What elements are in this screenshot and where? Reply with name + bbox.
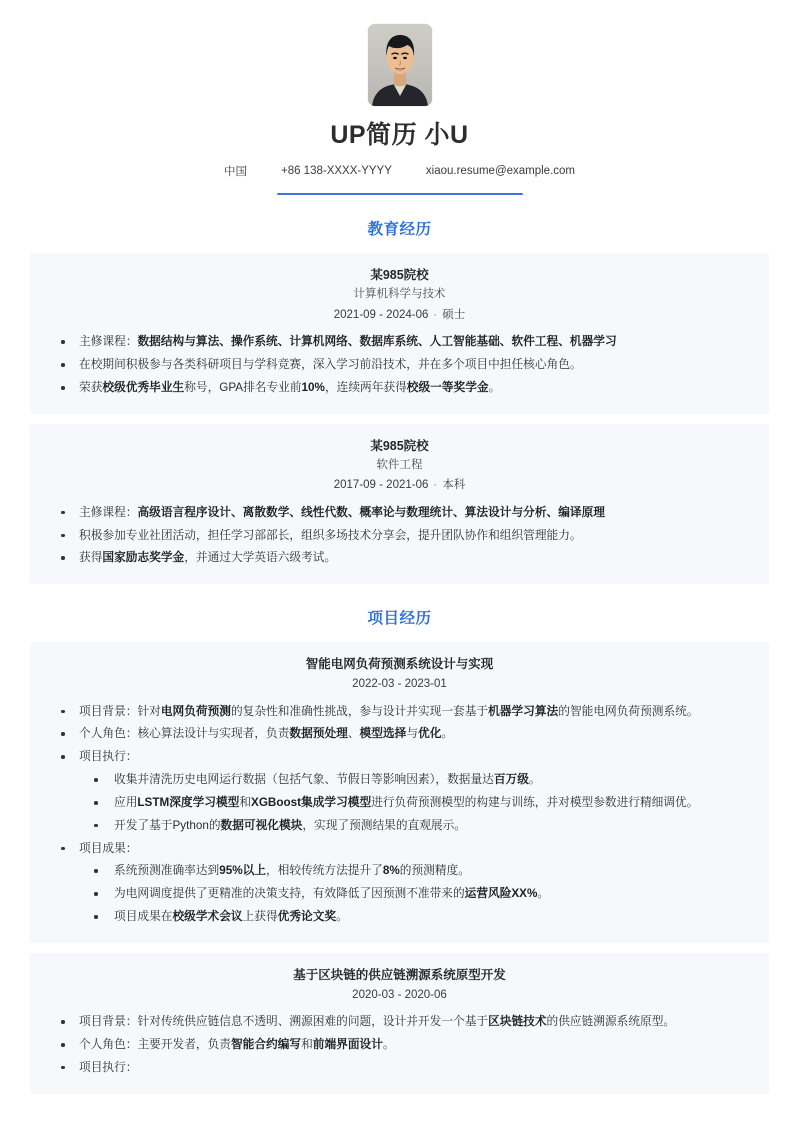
bullet-text: 项目成果： xyxy=(79,841,138,855)
bullet-text: 在校期间积极参与各类科研项目与学科竞赛，深入学习前沿技术，并在多个项目中担任核心角色。 xyxy=(79,358,582,372)
bullet-item xyxy=(48,1011,751,1034)
section-title-projects: 项目经历 xyxy=(367,610,432,628)
bullet-text: 荣获校级优秀毕业生称号，GPA排名专业前10%，连续两年获得校级一等奖学金。 xyxy=(79,381,501,394)
entry-organization: 某985院校 xyxy=(370,268,429,283)
entry-card xyxy=(30,253,769,413)
sub-bullet-item xyxy=(79,769,751,792)
entry-date-range: 2021-09 - 2024-06 xyxy=(333,308,429,321)
bullet-item xyxy=(48,331,751,354)
bullet-item xyxy=(48,547,751,570)
entry-date-range: 2022-03 - 2023-01 xyxy=(352,677,447,690)
entry-meta xyxy=(48,475,751,496)
header-divider xyxy=(277,193,523,195)
bullet-item xyxy=(48,502,751,525)
bullet-item xyxy=(48,723,751,746)
bullet-text: 积极参加专业社团活动，担任学习部部长，组织多场技术分享会，提升团队协作和组织管理能力。 xyxy=(79,528,582,542)
entry-major: 计算机科学与技术 xyxy=(353,288,446,301)
entry-date-range: 2017-09 - 2021-06 xyxy=(333,479,429,492)
sub-bullet-text: 应用LSTM深度学习模型和XGBoost集成学习模型进行负荷预测模型的构建与训练，并对模型参数进行精细调优。 xyxy=(114,795,699,809)
sub-bullet-list xyxy=(79,769,751,837)
entry-header xyxy=(48,266,751,325)
entry-organization: 基于区块链的供应链溯源系统原型开发 xyxy=(293,967,506,982)
contact-row xyxy=(30,163,769,179)
bullet-item xyxy=(48,1034,751,1057)
sub-bullet-list xyxy=(79,860,751,928)
bullet-text: 项目执行： xyxy=(79,1060,138,1074)
entry-meta xyxy=(48,674,751,695)
bullet-text: 主修课程：高级语言程序设计、离散数学、线性代数、概率论与数理统计、算法设计与分析、编译原理 xyxy=(79,505,605,519)
resume-sections xyxy=(0,217,799,1093)
bullet-item xyxy=(48,701,751,724)
section-projects xyxy=(0,606,799,1093)
bullet-list xyxy=(48,701,751,929)
entry-card xyxy=(30,424,769,584)
entry-major: 软件工程 xyxy=(376,458,423,471)
bullet-item xyxy=(48,1057,751,1080)
bullet-text: 项目执行： xyxy=(79,750,138,764)
entry-organization: 智能电网负荷预测系统设计与实现 xyxy=(305,657,494,672)
sub-bullet-item xyxy=(79,860,751,883)
avatar xyxy=(368,24,432,106)
bullet-item xyxy=(48,746,751,837)
sub-bullet-item xyxy=(79,906,751,929)
entry-separator: · xyxy=(433,308,438,321)
section-title-education: 教育经历 xyxy=(367,221,432,239)
resume-header xyxy=(0,0,799,195)
entry-meta xyxy=(48,305,751,326)
entry-header xyxy=(48,966,751,1005)
sub-bullet-text: 系统预测准确率达到95%以上，相较传统方法提升了8%的预测精度。 xyxy=(114,864,470,878)
entry-header xyxy=(48,437,751,496)
entry-card xyxy=(30,953,769,1094)
entry-separator: · xyxy=(433,479,438,492)
contact-email: xiaou.resume@example.com xyxy=(425,165,576,177)
sub-bullet-item xyxy=(79,792,751,815)
bullet-text: 获得国家励志奖学金，并通过大学英语六级考试。 xyxy=(79,551,337,565)
entry-card xyxy=(30,642,769,943)
entry-meta xyxy=(48,985,751,1006)
bullet-item xyxy=(48,525,751,548)
entry-date-range: 2020-03 - 2020-06 xyxy=(352,988,447,1001)
sub-bullet-text: 收集并清洗历史电网运行数据（包括气象、节假日等影响因素），数据量达百万级。 xyxy=(114,773,541,787)
bullet-text: 主修课程：数据结构与算法、操作系统、计算机网络、数据库系统、人工智能基础、软件工程、机器学习 xyxy=(79,335,617,349)
sub-bullet-text: 开发了基于Python的数据可视化模块，实现了预测结果的直观展示。 xyxy=(114,818,466,832)
entry-degree: 本科 xyxy=(442,479,466,492)
bullet-list xyxy=(48,331,751,399)
bullet-text: 个人角色：核心算法设计与实现者，负责数据预处理、模型选择与优化。 xyxy=(79,727,454,741)
page-title: UP简历 小U xyxy=(330,121,469,149)
sub-bullet-item xyxy=(79,815,751,838)
bullet-text: 个人角色：主要开发者，负责智能合约编写和前端界面设计。 xyxy=(79,1038,395,1052)
bullet-item xyxy=(48,838,751,929)
entry-degree: 硕士 xyxy=(442,308,466,321)
entry-organization: 某985院校 xyxy=(370,438,429,453)
section-education xyxy=(0,217,799,584)
entry-header xyxy=(48,655,751,694)
sub-bullet-text: 为电网调度提供了更精准的决策支持，有效降低了因预测不准带来的运营风险XX%。 xyxy=(114,887,550,901)
portrait-photo-icon xyxy=(368,24,432,106)
bullet-text: 项目背景：针对传统供应链信息不透明、溯源困难的问题，设计并开发一个基于区块链技术的供应链溯源系统原型。 xyxy=(79,1015,676,1029)
contact-location: 中国 xyxy=(223,166,247,178)
bullet-text: 项目背景：针对电网负荷预测的复杂性和准确性挑战，参与设计并实现一套基于机器学习算法的智能电网负荷预测系统。 xyxy=(79,704,699,718)
contact-phone: +86 138-XXXX-YYYY xyxy=(280,165,392,177)
avatar-wrapper xyxy=(30,24,769,106)
bullet-list xyxy=(48,502,751,570)
bullet-item xyxy=(48,377,751,400)
sub-bullet-text: 项目成果在校级学术会议上获得优秀论文奖。 xyxy=(114,909,348,923)
bullet-list xyxy=(48,1011,751,1079)
sub-bullet-item xyxy=(79,883,751,906)
bullet-item xyxy=(48,354,751,377)
